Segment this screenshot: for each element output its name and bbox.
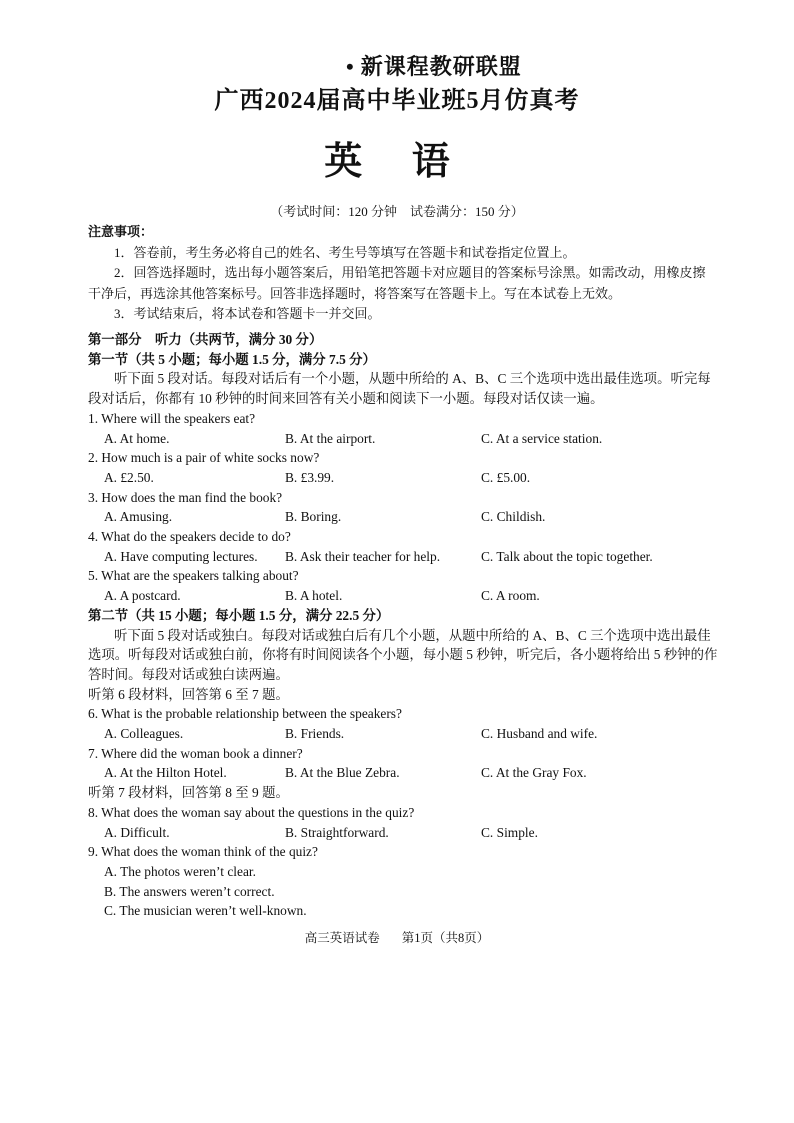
question-options: [88, 429, 718, 449]
option-a: A. The photos weren’t clear.: [104, 863, 256, 879]
option-c: C. Husband and wife.: [481, 726, 598, 742]
option-c: C. £5.00.: [481, 469, 531, 485]
option-b: B. £3.99.: [285, 469, 335, 485]
option-b: B. Straightforward.: [285, 824, 389, 840]
footer-page-number: 第1页（共8页）: [401, 931, 490, 945]
question-stem: 5. What are the speakers talking about?: [88, 568, 299, 584]
question-stem: 8. What does the woman say about the questions in the quiz?: [88, 804, 415, 820]
part-title: 第一部分 听力（共两节，满分 30 分）: [88, 332, 323, 347]
question-options: [88, 823, 718, 843]
option-c: C. The musician weren’t well-known.: [104, 903, 307, 919]
option-c: C. A room.: [481, 588, 540, 604]
note-item: 3．考试结束后，将本试卷和答题卡一并交回。: [114, 306, 381, 321]
question-stem: 2. How much is a pair of white socks now?: [88, 450, 320, 466]
subject-title: 英 语: [324, 141, 470, 183]
question-stem: 1. Where will the speakers eat?: [88, 410, 256, 426]
option-a: A. Difficult.: [104, 824, 170, 840]
note-item: 2．回答选择题时，选出每小题答案后，用铅笔把答题卡对应题目的答案标号涂黑。如需改动，用橡皮擦干净后，再选涂其他答案标号。回答非选择题时，将答案写在答题卡上。写在本试卷上无效。: [88, 265, 706, 301]
option-a: A. At the Hilton Hotel.: [104, 765, 227, 781]
option-c: C. Childish.: [481, 509, 546, 525]
option-a: A. Amusing.: [104, 509, 173, 525]
exam-info: （考试时间：120 分钟 试卷满分：150 分）: [270, 204, 524, 219]
option-c: C. At a service station.: [481, 430, 603, 446]
page-footer: [0, 928, 794, 946]
option-a: A. £2.50.: [104, 469, 154, 485]
option-b: B. At the Blue Zebra.: [285, 765, 400, 781]
option-a: A. Have computing lectures.: [104, 548, 258, 564]
option-b: B. Boring.: [285, 509, 342, 525]
exam-title: 广西2024届高中毕业班5月仿真考: [214, 88, 580, 114]
section1-instructions: 听下面 5 段对话。每段对话后有一个小题，从题中所给的 A、B、C 三个选项中选出最佳选项。听完每段对话后，你都有 10 秒钟的时间来回答有关小题和阅读下一小题。每段对话仅读一遍。: [88, 371, 711, 407]
question-stem: 3. How does the man find the book?: [88, 489, 283, 505]
question-options: [88, 547, 718, 567]
question-options: [88, 507, 718, 527]
note-item: 1．答卷前，考生务必将自己的姓名、考生号等填写在答题卡和试卷指定位置上。: [114, 244, 576, 260]
option-a: A. At home.: [104, 430, 170, 446]
notes-heading: 注意事项：: [88, 224, 154, 239]
option-b: B. The answers weren’t correct.: [104, 883, 275, 899]
option-b: B. Friends.: [285, 726, 345, 742]
question-stem: 4. What do the speakers decide to do?: [88, 529, 291, 545]
question-stem: 9. What does the woman think of the quiz?: [88, 844, 318, 860]
material-6-note: 听第 6 段材料，回答第 6 至 7 题。: [88, 686, 289, 702]
notes-block: [88, 222, 708, 325]
option-a: A. A postcard.: [104, 588, 181, 604]
listening-part: [88, 330, 718, 921]
option-b: B. Ask their teacher for help.: [285, 548, 441, 564]
question-options: [88, 724, 718, 744]
question-stem: 7. Where did the woman book a dinner?: [88, 745, 303, 761]
organization-name: • 新课程教研联盟: [346, 54, 522, 79]
option-c: C. Simple.: [481, 824, 538, 840]
section1-title: 第一节（共 5 小题；每小题 1.5 分，满分 7.5 分）: [88, 351, 376, 367]
option-b: B. At the airport.: [285, 430, 376, 446]
section2-title: 第二节（共 15 小题；每小题 1.5 分，满分 22.5 分）: [88, 607, 390, 623]
question-options: [88, 763, 718, 783]
question-stem: 6. What is the probable relationship between the speakers?: [88, 706, 402, 722]
material-7-note: 听第 7 段材料，回答第 8 至 9 题。: [88, 785, 289, 801]
question-options: [88, 586, 718, 606]
question-options: [88, 468, 718, 488]
footer-paper-name: 高三英语试卷: [304, 931, 380, 945]
option-b: B. A hotel.: [285, 588, 343, 604]
option-c: C. Talk about the topic together.: [481, 548, 653, 564]
section2-instructions: 听下面 5 段对话或独白。每段对话或独白后有几个小题，从题中所给的 A、B、C 三个选项中选出最佳选项。听每段对话或独白前，你将有时间阅读各个小题，每小题 5 秒钟，听完后，各小题将给出 5 秒钟的作答时间。每段对话或独白读两遍。: [88, 627, 718, 682]
option-c: C. At the Gray Fox.: [481, 765, 587, 781]
option-a: A. Colleagues.: [104, 726, 184, 742]
